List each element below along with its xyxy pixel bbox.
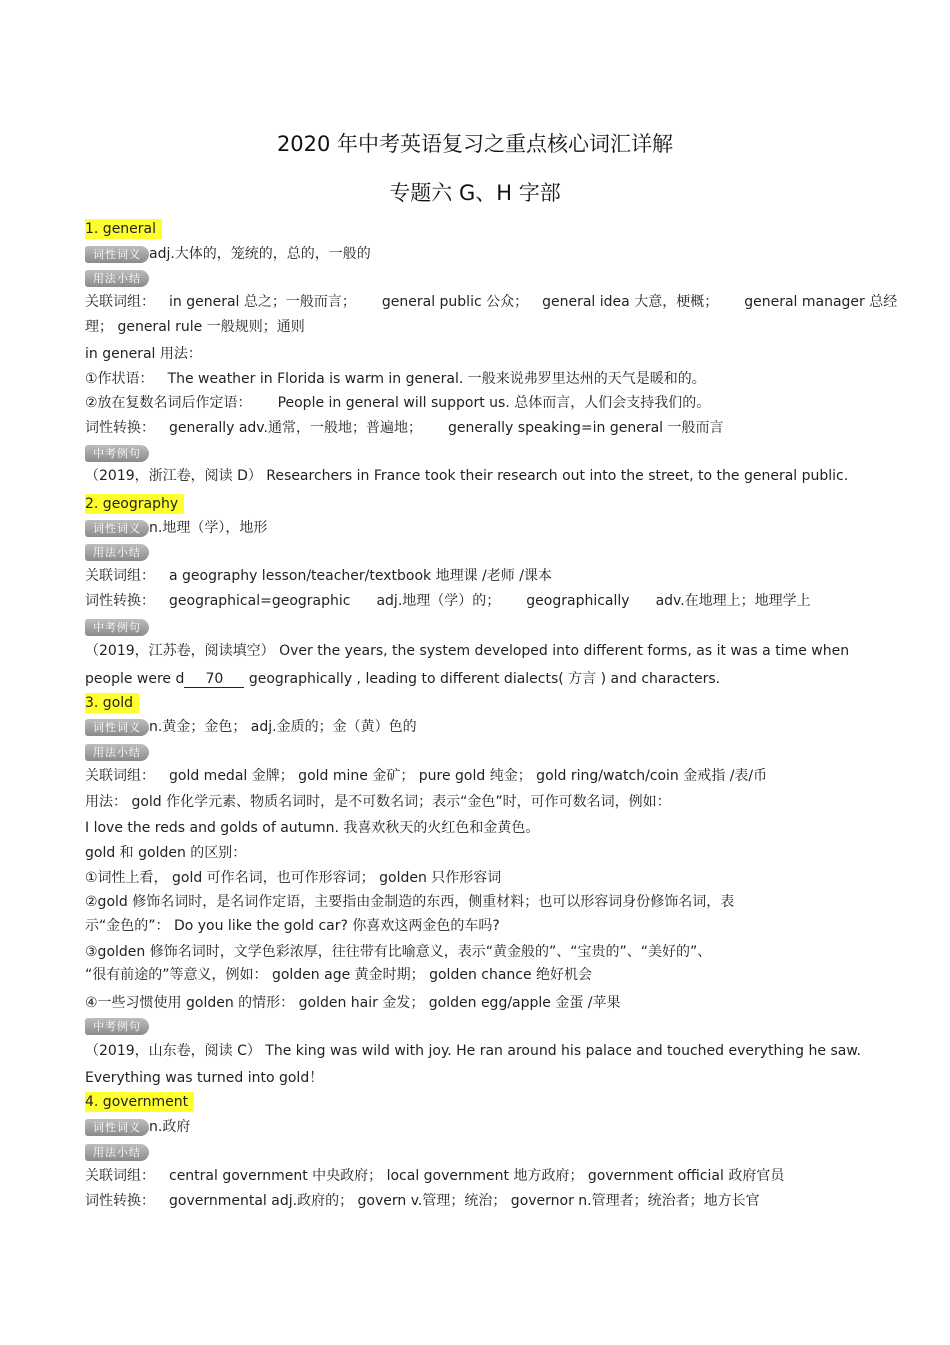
meaning-row (85, 1117, 190, 1137)
exam-example: （2019，山东卷，阅读 C） The king was wild with joy. He ran around his palace and touched everything he saw. (85, 1043, 861, 1059)
entry-heading-government: 4. government (85, 1092, 194, 1112)
meaning-badge-icon: 词性词义 (85, 246, 149, 263)
usage-badge-icon: 用法小结 (85, 1144, 149, 1161)
answer-blank: 70 (184, 671, 244, 688)
entry-heading-general: 1. general (85, 219, 162, 239)
meaning-text: adj.大体的，笼统的，总的，一般的 (149, 246, 371, 262)
meaning-badge-icon: 词性词义 (85, 1119, 149, 1136)
difference-item: ②gold 修饰名词时，是名词作定语，主要指由金制造的东西，侧重材料；也可以形容词身份修饰名词，表 (85, 894, 735, 910)
usage-badge-icon: 用法小结 (85, 544, 149, 561)
difference-item: ①词性上看， gold 可作名词，也可作形容词； golden 只作形容词 (85, 870, 502, 886)
difference-title: gold 和 golden 的区别： (85, 845, 247, 861)
meaning-row (85, 244, 371, 264)
document-title: 2020 年中考英语复习之重点核心词汇详解 (276, 132, 674, 156)
meaning-row (85, 717, 417, 737)
difference-item: ④一些习惯使用 golden 的情形： golden hair 金发； golden egg/apple 金蛋 /苹果 (85, 995, 621, 1011)
usage-badge-icon: 用法小结 (85, 270, 149, 287)
conversion-line: 词性转换： generally adv.通常，一般地；普遍地； generally speaking=in general 一般而言 (85, 420, 724, 436)
meaning-badge-icon: 词性词义 (85, 520, 149, 537)
conversion-line: 词性转换： geographical=geographic adj.地理（学）的； geographically adv.在地理上；地理学上 (85, 593, 811, 609)
example-badge-icon: 中考例句 (85, 445, 149, 462)
meaning-row (85, 518, 267, 538)
usage-example: I love the reds and golds of autumn. 我喜欢秋天的火红色和金黄色。 (85, 820, 540, 836)
usage-badge-icon: 用法小结 (85, 744, 149, 761)
exam-example: （2019，江苏卷，阅读填空） Over the years, the system developed into different forms, as it was a time when (85, 643, 850, 659)
usage-item: ②放在复数名词后作定语： People in general will support us. 总体而言，人们会支持我们的。 (85, 395, 711, 411)
phrases-continuation: 理； general rule 一般规则；通则 (85, 319, 305, 335)
meaning-text: n.政府 (149, 1119, 191, 1135)
example-badge-icon: 中考例句 (85, 1018, 149, 1035)
usage-title: in general 用法： (85, 346, 202, 362)
phrases-line: 关联词组： central government 中央政府； local government 地方政府； government official 政府官员 (85, 1168, 785, 1184)
meaning-text: n.地理（学），地形 (149, 520, 268, 536)
difference-item-continuation: 示“金色的”： Do you like the gold car? 你喜欢这两金色的车吗? (85, 918, 500, 934)
example-badge-icon: 中考例句 (85, 619, 149, 636)
entry-heading-geography: 2. geography (85, 494, 184, 514)
difference-item: ③golden 修饰名词时，文学色彩浓厚，往往带有比喻意义，表示“黄金般的”、“宝贵的”、“美好的”、 (85, 944, 712, 960)
document-subtitle: 专题六 G、H 字部 (389, 181, 561, 205)
meaning-badge-icon: 词性词义 (85, 719, 149, 736)
exam-example-continuation: people were d 70 geographically , leading to different dialects( 方言 ) and characters. (85, 671, 721, 687)
usage-line: 用法： gold 作化学元素、物质名词时，是不可数名词；表示“金色”时，可作可数名词，例如： (85, 794, 671, 810)
entry-heading-gold: 3. gold (85, 693, 139, 713)
meaning-text: n.黄金；金色； adj.金质的；金（黄）色的 (149, 719, 417, 735)
conversion-line: 词性转换： governmental adj.政府的； govern v.管理；统治； governor n.管理者；统治者；地方长官 (85, 1193, 760, 1209)
usage-item: ①作状语： The weather in Florida is warm in general. 一般来说弗罗里达州的天气是暖和的。 (85, 371, 706, 387)
phrases-line: 关联词组： gold medal 金牌； gold mine 金矿； pure gold 纯金； gold ring/watch/coin 金戒指 /表/币 (85, 768, 768, 784)
exam-example: （2019，浙江卷，阅读 D） Researchers in France took their research out into the street, to the general public. (85, 468, 849, 484)
exam-example-continuation: Everything was turned into gold！ (85, 1070, 324, 1086)
difference-item-continuation: “很有前途的”等意义，例如： golden age 黄金时期； golden chance 绝好机会 (85, 967, 593, 983)
phrases-line: 关联词组： a geography lesson/teacher/textbook 地理课 /老师 /课本 (85, 568, 552, 584)
phrases-line: 关联词组： in general 总之；一般而言； general public 公众； general idea 大意，梗概； general manager 总经 (85, 294, 898, 310)
